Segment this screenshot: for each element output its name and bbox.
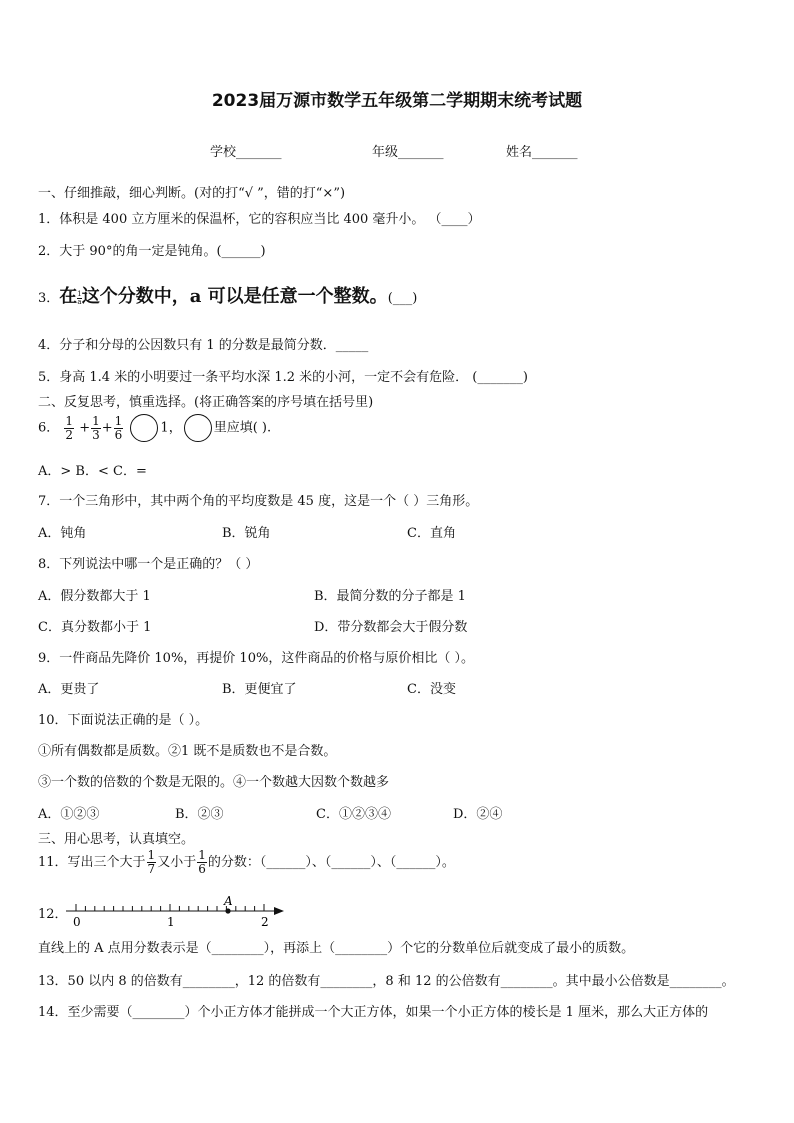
fraction-numerator: 1 [198, 848, 206, 862]
question-9-option-a: A．更贵了 [38, 682, 100, 697]
blank-circle-1[interactable] [130, 414, 158, 442]
question-5: 5．身高 1.4 米的小明要过一条平均水深 1.2 米的小河，一定不会有危险． (_______) [38, 370, 528, 385]
fraction-numerator: 1 [92, 413, 100, 428]
question-11 [38, 849, 455, 876]
fraction-sixth [114, 415, 124, 442]
question-12-number: 12． [38, 907, 68, 922]
question-3-number: 3． [38, 291, 60, 306]
question-8: 8．下列说法中哪一个是正确的？（ ） [38, 557, 259, 572]
fraction-denominator: 6 [198, 862, 206, 876]
question-1: 1．体积是 400 立方厘米的保温杯，它的容积应当比 400 毫升小。 （____） [38, 212, 481, 227]
fraction-sixth [197, 849, 207, 876]
question-6-options: A．> B．< C．= [38, 464, 147, 479]
question-3-text: 这个分数中，a 可以是任意一个整数。 [81, 286, 388, 307]
tick-label-0: 0 [73, 915, 81, 929]
question-7: 7．一个三角形中，其中两个角的平均度数是 45 度，这是一个（ ）三角形。 [38, 494, 479, 509]
point-a-marker [225, 908, 230, 913]
question-8-option-c: C．真分数都小于 1 [38, 620, 152, 635]
number-line [60, 895, 290, 929]
blank-circle-2[interactable] [184, 414, 212, 442]
question-8-option-a: A．假分数都大于 1 [38, 589, 151, 604]
section-3-heading: 三、用心思考，认真填空。 [38, 832, 195, 847]
fraction-numerator: 1 [114, 413, 123, 428]
question-10-option-d: D．②④ [453, 807, 503, 822]
question-3 [38, 282, 417, 308]
question-3-blank: (___) [387, 291, 418, 306]
question-9-option-c: C．没变 [407, 682, 456, 697]
question-9-option-b: B．更便宜了 [222, 682, 297, 697]
question-7-option-a: A．钝角 [38, 526, 87, 541]
fraction-numerator: 1 [77, 290, 82, 298]
fraction-third [91, 415, 101, 442]
question-10-option-b: B．②③ [175, 807, 224, 822]
name-field: 姓名_______ [506, 145, 578, 160]
fraction-half [64, 415, 74, 442]
fraction-seventh [147, 849, 157, 876]
question-10-option-c: C．①②③④ [316, 807, 391, 822]
question-4: 4．分子和分母的公因数只有 1 的分数是最简分数．_____ [38, 338, 369, 353]
question-14: 14．至少需要（________）个小正方体才能拼成一个大正方体，如果一个小正方体的棱长是 1 厘米，那么大正方体的 [38, 1005, 709, 1020]
question-6 [38, 414, 271, 442]
plus-sign: + [101, 420, 113, 436]
fraction-denominator: a [77, 298, 82, 306]
fraction-denominator: 2 [65, 427, 74, 442]
question-7-option-c: C．直角 [407, 526, 456, 541]
grade-field: 年级_______ [372, 145, 444, 160]
page-title: 2023届万源市数学五年级第二学期期末统考试题 [211, 91, 583, 111]
question-8-option-d: D．带分数都会大于假分数 [314, 620, 468, 635]
question-2: 2．大于 90°的角一定是钝角。(______) [38, 244, 266, 259]
tick-label-2: 2 [261, 915, 269, 929]
fraction-denominator: 6 [114, 427, 123, 442]
fraction-numerator: 1 [147, 848, 156, 862]
arrow-icon [274, 907, 284, 915]
fraction-denominator: 7 [147, 862, 156, 876]
question-11-pre: 11．写出三个大于 [38, 855, 146, 870]
question-9: 9．一件商品先降价 10%，再提价 10%，这件商品的价格与原价相比（ ）。 [38, 651, 474, 666]
question-13: 13．50 以内 8 的倍数有________，12 的倍数有________，8 和 12 的公倍数有________。其中最小公倍数是________。 [38, 974, 735, 989]
question-6-end: 里应填( ). [213, 420, 272, 436]
fraction-denominator: 3 [92, 427, 100, 442]
question-7-option-b: B．锐角 [222, 526, 271, 541]
question-12-text: 直线上的 A 点用分数表示是（________），再添上（________）个它的分数单位后就变成了最小的质数。 [38, 941, 635, 956]
question-8-option-b: B．最简分数的分子都是 1 [314, 589, 466, 604]
question-10-statement-2: ③一个数的倍数的个数是无限的。④一个数越大因数个数越多 [38, 775, 390, 790]
section-1-heading: 一、仔细推敲，细心判断。(对的打“√ ”，错的打“×”) [38, 186, 346, 201]
question-10: 10．下面说法正确的是（ ）。 [38, 713, 209, 728]
question-6-mid: 1， [160, 420, 182, 436]
question-6-number: 6． [38, 420, 60, 436]
number-line-ticks [76, 904, 264, 911]
school-field: 学校_______ [210, 145, 282, 160]
point-a-label: A [224, 895, 233, 908]
question-11-mid: 又小于 [157, 855, 197, 870]
section-2-heading: 二、反复思考，慎重选择。(将正确答案的序号填在括号里) [38, 395, 374, 410]
tick-label-1: 1 [167, 915, 175, 929]
question-10-option-a: A．①②③ [38, 807, 100, 822]
question-11-post: 的分数：（______）、（______）、（______）。 [207, 855, 455, 870]
plus-sign: + [75, 420, 91, 436]
fraction-numerator: 1 [65, 413, 74, 428]
question-10-statement-1: ①所有偶数都是质数。②1 既不是质数也不是合数。 [38, 744, 337, 759]
question-3-pre: 在 [59, 286, 78, 307]
